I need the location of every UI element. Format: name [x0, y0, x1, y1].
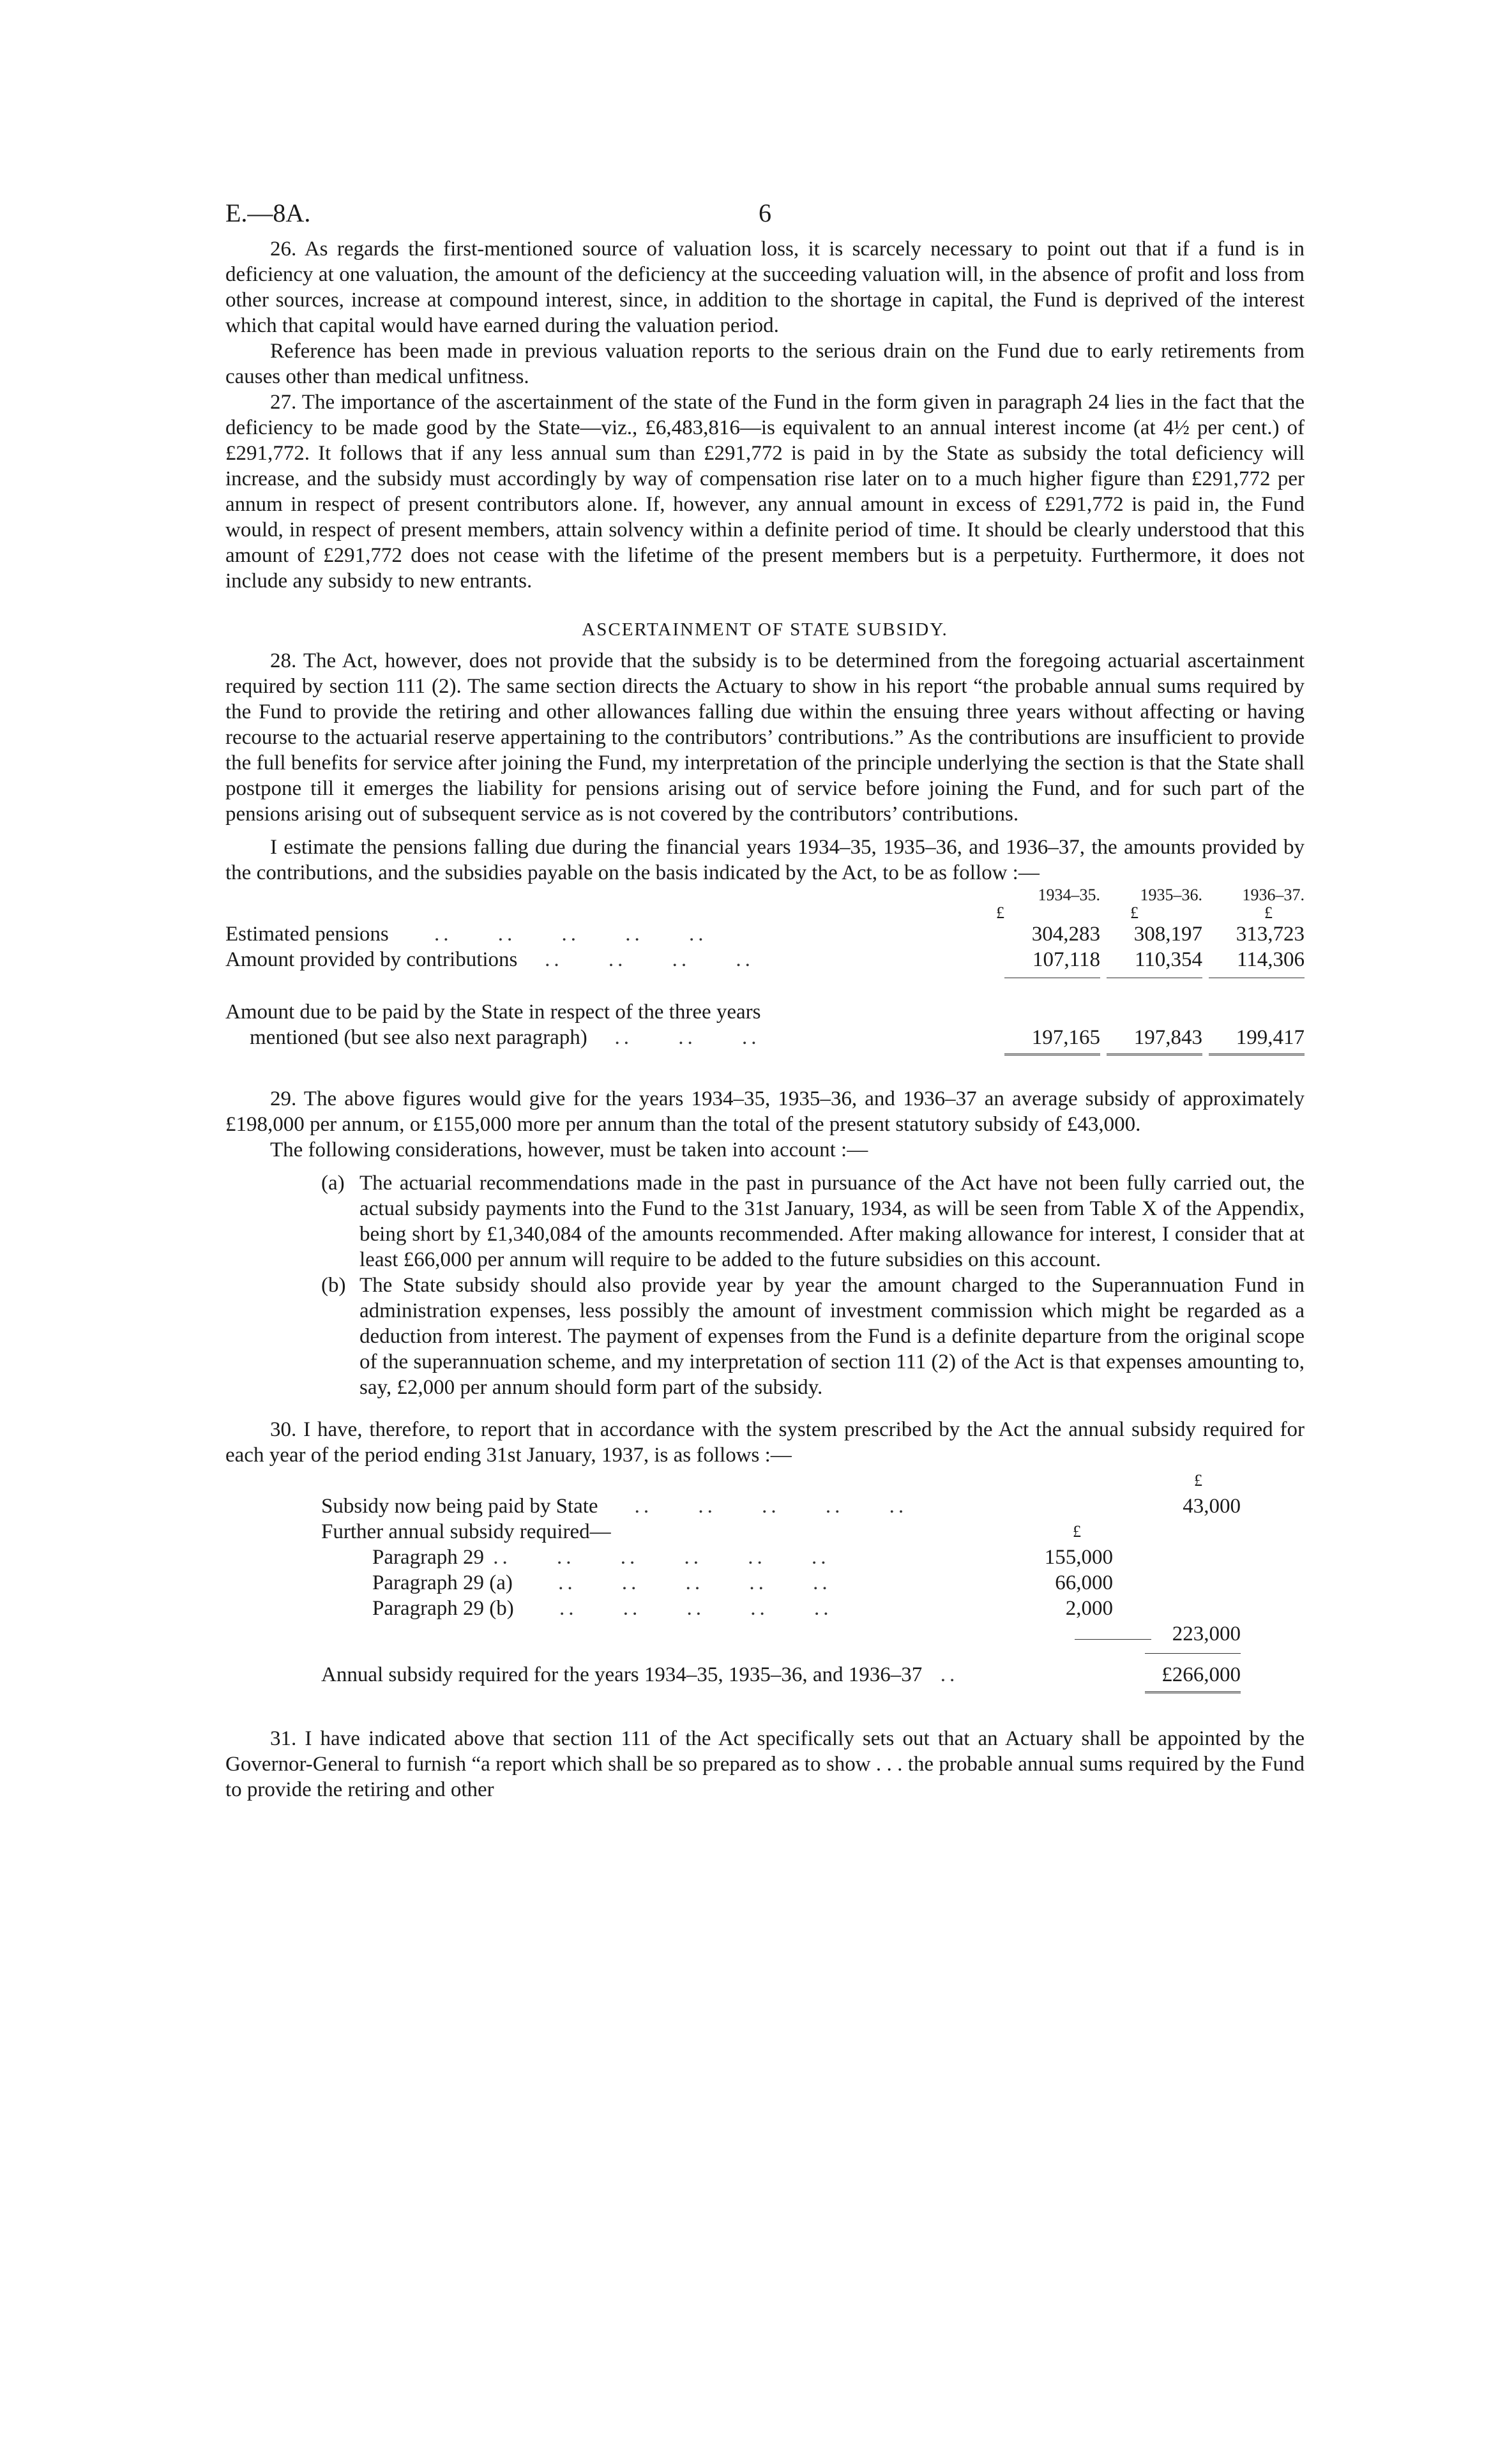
table-cell: 114,306: [1236, 948, 1305, 971]
row-label: Annual subsidy required for the years 1934–35, 1935–36, and 1936–37: [321, 1663, 923, 1686]
table-row: Estimated pensions .. .. .. .. .. 304,283 308,197 313,723: [225, 923, 1305, 946]
table-cell: 313,723: [1236, 923, 1305, 946]
consideration-a: [321, 1170, 1305, 1273]
paragraph-27: 27. The importance of the ascertainment of the state of the Fund in the form given in paragraph 24 lies in the fact that the deficiency to be made good by the State—viz., £6,483,816—is equivalent to an annual interest income (at 4½ per cent.) of £291,772. It follows that if any less annual sum than £291,772 is paid in by the State as subsidy the total deficiency will increase, and the subsidy must accordingly by way of compensation rise later on to a much higher figure than £291,772 per annum in respect of present contributors alone. If, however, any annual amount in excess of £291,772 is paid in, the Fund would, in respect of present members, attain solvency within a definite period of time. It should be clearly understood that this amount of £291,772 does not cease with the lifetime of the present members but is a perpetuity. Furthermore, it does not include any subsidy to new entrants.: [225, 391, 1305, 593]
subsidy-table: [321, 1468, 1241, 1700]
table-cell: 308,197: [1133, 923, 1202, 946]
total-cell: 199,417: [1236, 1026, 1305, 1049]
table-cell: 66,000: [1055, 1571, 1113, 1594]
table-row: Subsidy now being paid by State .. .. .. .. .. 43,000: [321, 1495, 1241, 1518]
subtotal-cell: 223,000: [1172, 1622, 1241, 1645]
table-row: Annual subsidy required for the years 1934–35, 1935–36, and 1936–37 .. £266,000: [321, 1663, 1241, 1686]
currency-symbol: £: [1194, 1471, 1202, 1490]
paragraph-26-continued: Reference has been made in previous valuation reports to the serious drain on the Fund due to early retirements from causes other than medical unfitness.: [225, 340, 1305, 388]
table-cell: 304,283: [1031, 923, 1100, 946]
total-label-line-2: mentioned (but see also next paragraph): [250, 1026, 587, 1049]
total-cell: £266,000: [1161, 1663, 1241, 1686]
row-label: Subsidy now being paid by State: [321, 1495, 598, 1518]
table-row: Paragraph 29 (a) .. .. .. .. .. 66,000: [372, 1571, 1113, 1594]
currency-symbol: £: [1130, 903, 1139, 922]
section-heading: ASCERTAINMENT OF STATE SUBSIDY.: [582, 619, 948, 640]
total-label-line-1: Amount due to be paid by the State in respect of the three years: [225, 1001, 761, 1024]
total-cell: 197,843: [1133, 1026, 1202, 1049]
currency-symbol: £: [1073, 1522, 1081, 1541]
paragraph-29-continued: The following considerations, however, must be taken into account :—: [270, 1138, 868, 1161]
year-header: 1935–36.: [1140, 886, 1202, 904]
paragraph-29: 29. The above figures would give for the years 1934–35, 1935–36, and 1936–37 an average subsidy of approximately £198,000 per annum, or £155,000 more per annum than the total of the present statutory subsidy of £43,000.: [225, 1087, 1305, 1136]
paragraph-28: 28. The Act, however, does not provide that the subsidy is to be determined from the foregoing actuarial ascertainment required by section 111 (2). The same section directs the Actuary to show in his report “the probable annual sums required by the Fund to provide the retiring and other allowances falling due within the ensuing three years without affecting or having recourse to the actuarial reserve appertaining to the contributors’ contributions.” As the contributions are insufficient to provide the full benefits for service after joining the Fund, my interpretation of the principle underlying the section is that the State shall postpone till it emerges the liability for pensions arising out of service before joining the Fund, and for such part of the pensions arising out of subsequent service as is not covered by the contributors’ contributions.: [225, 649, 1305, 826]
table-cell: 155,000: [1044, 1546, 1113, 1569]
estimates-table: [225, 886, 1305, 1061]
table-row: Paragraph 29 .. .. .. .. .. .. 155,000: [372, 1546, 1113, 1569]
currency-symbol: £: [1264, 903, 1273, 922]
currency-symbol: £: [996, 903, 1004, 922]
document-page: [225, 198, 1305, 1803]
page-header: [225, 198, 1305, 236]
row-label: Paragraph 29 (a): [372, 1571, 513, 1594]
item-letter: (a): [321, 1172, 345, 1195]
table-cell: 43,000: [1183, 1495, 1241, 1518]
table-row: [321, 1519, 1241, 1545]
total-cell: 197,165: [1031, 1026, 1100, 1049]
total-row: mentioned (but see also next paragraph) .. .. .. 197,165 197,843 199,417: [250, 1026, 1305, 1049]
paragraph-28-continued: I estimate the pensions falling due during the financial years 1934–35, 1935–36, and 1936–37, the amounts provided by the contributions, and the subsidies payable on the basis indicated by the Act, to be as follow :—: [225, 836, 1305, 884]
item-text: The actuarial recommendations made in the past in pursuance of the Act have not been fully carried out, the actual subsidy payments into the Fund to the 31st January, 1934, as will be seen from Table X of the Appendix, being short by £1,340,084 of the amounts recommended. After making allowance for interest, I consider that at least £66,000 per annum will require to be added to the future subsidies on this account.: [359, 1172, 1305, 1271]
row-label: Estimated pensions: [225, 923, 389, 946]
item-letter: (b): [321, 1274, 346, 1297]
table-row: Amount provided by contributions .. .. .. .. 107,118 110,354 114,306: [225, 948, 1305, 971]
table-row: [321, 1621, 1241, 1647]
row-label: Further annual subsidy required—: [321, 1520, 611, 1543]
table-cell: 107,118: [1032, 948, 1100, 971]
document-reference: E.—8A.: [225, 199, 311, 227]
row-label: Paragraph 29: [372, 1546, 485, 1569]
row-label: Paragraph 29 (b): [372, 1597, 514, 1620]
paragraph-31: 31. I have indicated above that section 111 of the Act specifically sets out that an Actuary shall be appointed by the Governor-General to furnish “a report which shall be so prepared as to show . . . the probable annual sums required by the Fund to provide the retiring and other: [225, 1727, 1305, 1801]
paragraph-30: 30. I have, therefore, to report that in accordance with the system prescribed by the Act the annual subsidy required for each year of the period ending 31st January, 1937, is as follows :—: [225, 1418, 1305, 1467]
page-number: 6: [759, 199, 771, 227]
table-cell: 110,354: [1134, 948, 1202, 971]
consideration-b: [321, 1273, 1305, 1400]
row-label: Amount provided by contributions: [225, 948, 518, 971]
table-cell: 2,000: [1065, 1597, 1113, 1620]
table-row: Paragraph 29 (b) .. .. .. .. .. 2,000: [372, 1597, 1113, 1620]
paragraph-26: 26. As regards the first-mentioned source of valuation loss, it is scarcely necessary to point out that if a fund is in deficiency at one valuation, the amount of the deficiency at the succeeding valuation will, in the absence of profit and loss from other sources, increase at compound interest, since, in addition to the shortage in capital, the Fund is deprived of the interest which that capital would have earned during the valuation period.: [225, 238, 1305, 337]
double-rule: [225, 1050, 1305, 1061]
table-rule: [225, 972, 1305, 983]
year-header: 1936–37.: [1242, 886, 1305, 904]
item-text: The State subsidy should also provide year by year the amount charged to the Superannuation Fund in administration expenses, less possibly the amount of investment commission which might be regarded as a deduction from interest. The payment of expenses from the Fund is a definite departure from the original scope of the superannuation scheme, and my interpretation of section 111 (2) of the Act is that expenses amounting to, say, £2,000 per annum should form part of the subsidy.: [359, 1274, 1305, 1399]
year-header: 1934–35.: [1038, 886, 1100, 904]
